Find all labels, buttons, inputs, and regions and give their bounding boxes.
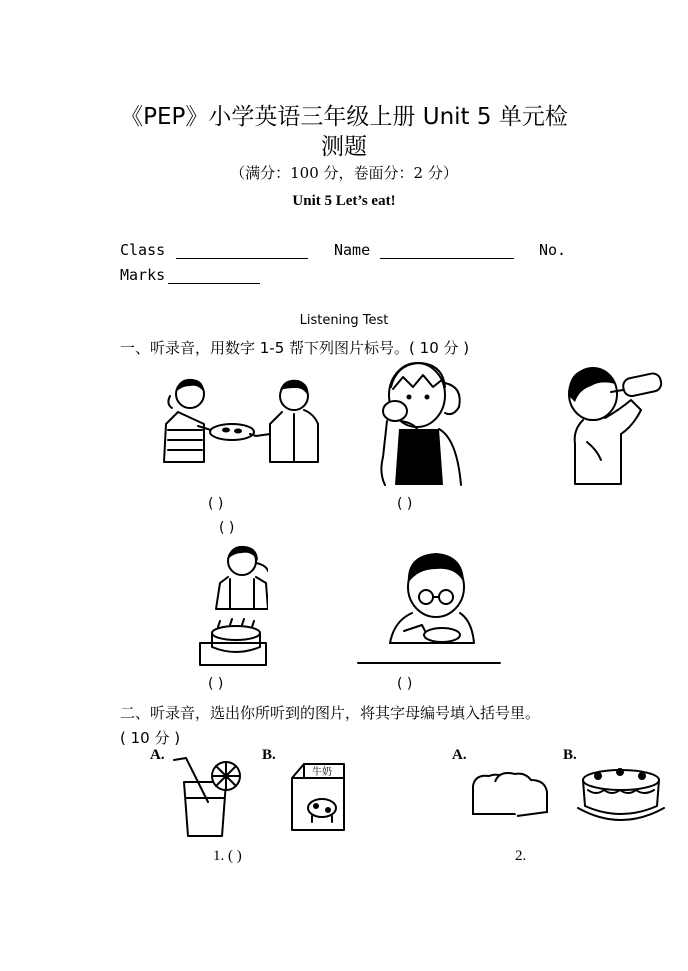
q1-answer-blank[interactable]: 1. ( ) — [213, 848, 242, 864]
q2-option-a-label: A. — [452, 747, 467, 763]
class-label: Class — [120, 241, 166, 259]
p1-blank-5[interactable]: ( ) — [397, 676, 413, 692]
name-label: Name — [334, 241, 371, 259]
kids-sharing-food-image — [158, 374, 326, 470]
cake-image — [574, 760, 668, 832]
p1-blank-4[interactable]: ( ) — [208, 676, 224, 692]
page-title-line2: 测题 — [321, 134, 367, 160]
boy-eating-bowl-image — [356, 547, 502, 667]
q1-option-b-label: B. — [262, 747, 276, 763]
p1-blank-1[interactable]: ( ) — [208, 496, 224, 512]
marks-blank[interactable] — [168, 283, 260, 284]
boy-drinking-image — [561, 360, 665, 488]
p1-blank-2[interactable]: ( ) — [397, 496, 413, 512]
listening-heading: Listening Test — [299, 313, 389, 328]
q2-option-b-label: B. — [563, 747, 577, 763]
p1-blank-3[interactable]: ( ) — [219, 520, 235, 536]
part2-points: ( 10 分 ) — [120, 729, 181, 747]
part1-instruction: 一、听录音，用数字 1-5 帮下列图片标号。( 10 分 ) — [120, 339, 470, 357]
marks-label: Marks — [120, 266, 166, 284]
q2-label: 2. — [515, 848, 527, 864]
score-note: （满分：100 分，卷面分：2 分） — [230, 164, 458, 182]
juice-glass-image — [170, 754, 244, 840]
girl-with-cake-image — [196, 543, 268, 667]
q1-option-a-label: A. — [150, 747, 165, 763]
page-title-line1: 《PEP》小学英语三年级上册 Unit 5 单元检 — [120, 104, 568, 130]
name-blank[interactable] — [380, 258, 514, 259]
bread-image — [465, 770, 553, 820]
no-label: No. — [539, 241, 567, 259]
milk-carton-image — [286, 760, 350, 834]
svg-text:牛奶: 牛奶 — [312, 767, 332, 778]
part2-instruction: 二、听录音，选出你所听到的图片，将其字母编号填入括号里。 — [120, 704, 541, 722]
unit-title: Unit 5 Let’s eat! — [292, 193, 396, 209]
girl-eating-image — [373, 357, 469, 489]
class-blank[interactable] — [176, 258, 308, 259]
